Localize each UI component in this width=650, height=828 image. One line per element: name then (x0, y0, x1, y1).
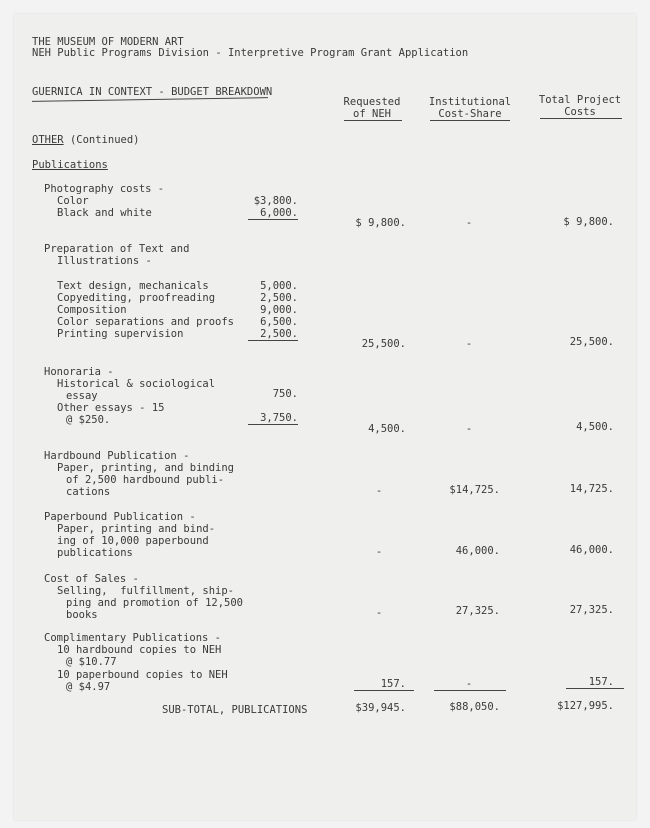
photo-bw-amount: 6,000. (260, 207, 298, 219)
prep-item-amount: 5,000. (260, 280, 298, 292)
requested-sum-line (354, 690, 414, 691)
prep-item-label: Text design, mechanicals (57, 280, 209, 292)
col-requested-underline (344, 120, 402, 121)
hardbound-line-4: cations (66, 486, 111, 498)
hardbound-title: Hardbound Publication - (44, 450, 190, 462)
subtotal-institutional: $88,050. (449, 701, 500, 713)
hardbound-requested: - (375, 485, 383, 497)
complimentary-title: Complimentary Publications - (44, 632, 222, 644)
paperbound-requested: - (375, 546, 383, 558)
complimentary-total: 157. (588, 676, 614, 688)
honoraria-line-2: essay (66, 390, 98, 402)
honoraria-total: 4,500. (576, 421, 614, 433)
honoraria-others-amount: 3,750. (260, 412, 298, 424)
complimentary-line-4: 10 paperbound copies to NEH (57, 669, 228, 681)
complimentary-line-2: 10 hardbound copies to NEH (57, 644, 222, 656)
org-name: THE MUSEUM OF MODERN ART (32, 36, 184, 48)
sales-total: 27,325. (569, 604, 614, 616)
document-page (14, 14, 636, 820)
complimentary-line-5: @ $4.97 (66, 681, 111, 693)
honoraria-line-3: Other essays - 15 (57, 402, 165, 414)
paperbound-line-4: publications (57, 547, 133, 559)
complimentary-institutional: - (465, 678, 473, 690)
honoraria-title: Honoraria - (44, 366, 114, 378)
photo-requested: $ 9,800. (355, 217, 406, 229)
prep-item-amount: 6,500. (260, 316, 298, 328)
institutional-sum-line (434, 690, 506, 691)
other-label (32, 134, 139, 147)
prep-item-amount: 2,500. (260, 328, 298, 340)
prep-item-amount: 9,000. (260, 304, 298, 316)
prep-institutional: - (465, 338, 473, 350)
sales-institutional: 27,325. (455, 605, 500, 617)
prep-item-label: Composition (57, 304, 127, 316)
prep-total: 25,500. (569, 336, 614, 348)
sales-line-2: Selling, fulfillment, ship- (57, 585, 235, 597)
publications-label: Publications (32, 159, 108, 171)
honoraria-line-4: @ $250. (66, 414, 111, 426)
complimentary-requested: 157. (380, 678, 406, 690)
paperbound-institutional: 46,000. (455, 545, 500, 557)
honoraria-requested: 4,500. (368, 423, 406, 435)
complimentary-line-3: @ $10.77 (66, 656, 117, 668)
photo-total: $ 9,800. (563, 216, 614, 228)
other-suffix: (Continued) (69, 134, 140, 146)
honoraria-line-1: Historical & sociological (57, 378, 216, 390)
hardbound-institutional: $14,725. (449, 484, 500, 496)
prep-requested: 25,500. (361, 338, 406, 350)
prep-item-amount: 2,500. (260, 292, 298, 304)
col-total-header-2: Costs (564, 106, 596, 118)
col-institutional-header-2: Cost-Share (438, 108, 502, 120)
hardbound-total: 14,725. (569, 483, 614, 495)
prep-title-1: Preparation of Text and (44, 243, 190, 255)
prep-title-2: Illustrations - (57, 255, 152, 267)
honoraria-essay-amount: 750. (272, 388, 298, 400)
prep-sum-line (248, 340, 298, 341)
honoraria-sum-line (248, 424, 298, 425)
col-requested-header-2: of NEH (353, 108, 391, 120)
subtotal-label: SUB-TOTAL, PUBLICATIONS (162, 704, 308, 716)
paperbound-line-3: ing of 10,000 paperbound (57, 535, 209, 547)
other-heading: OTHER (32, 134, 64, 146)
photo-institutional: - (465, 217, 473, 229)
hardbound-line-2: Paper, printing, and binding (57, 462, 235, 474)
photo-color-label: Color (57, 195, 89, 207)
subtotal-requested: $39,945. (355, 702, 406, 714)
col-requested-header-1: Requested (343, 96, 401, 108)
document-subtitle: NEH Public Programs Division - Interpretive Program Grant Application (32, 47, 469, 59)
col-institutional-header-1: Institutional (428, 96, 512, 108)
sales-title: Cost of Sales - (44, 573, 139, 585)
sales-line-3: ping and promotion of 12,500 (66, 597, 244, 609)
col-institutional-underline (430, 120, 510, 121)
prep-item-label: Copyediting, proofreading (57, 292, 216, 304)
paperbound-title: Paperbound Publication - (44, 511, 196, 523)
hardbound-line-3: of 2,500 hardbound publi- (66, 474, 225, 486)
col-total-header-1: Total Project (538, 94, 622, 106)
sales-line-4: books (66, 609, 98, 621)
col-total-underline (540, 118, 622, 119)
honoraria-institutional: - (465, 423, 473, 435)
paperbound-total: 46,000. (569, 544, 614, 556)
sales-requested: - (375, 607, 383, 619)
photo-color-amount: $3,800. (253, 195, 298, 207)
total-sum-line (566, 688, 624, 689)
photo-title: Photography costs - (44, 183, 165, 195)
photo-sum-line (248, 219, 298, 220)
section-title: GUERNICA IN CONTEXT - BUDGET BREAKDOWN (32, 86, 273, 98)
prep-item-label: Color separations and proofs (57, 316, 235, 328)
prep-item-label: Printing supervision (57, 328, 184, 340)
photo-bw-label: Black and white (57, 207, 152, 219)
paperbound-line-2: Paper, printing and bind- (57, 523, 216, 535)
subtotal-total: $127,995. (557, 700, 614, 712)
